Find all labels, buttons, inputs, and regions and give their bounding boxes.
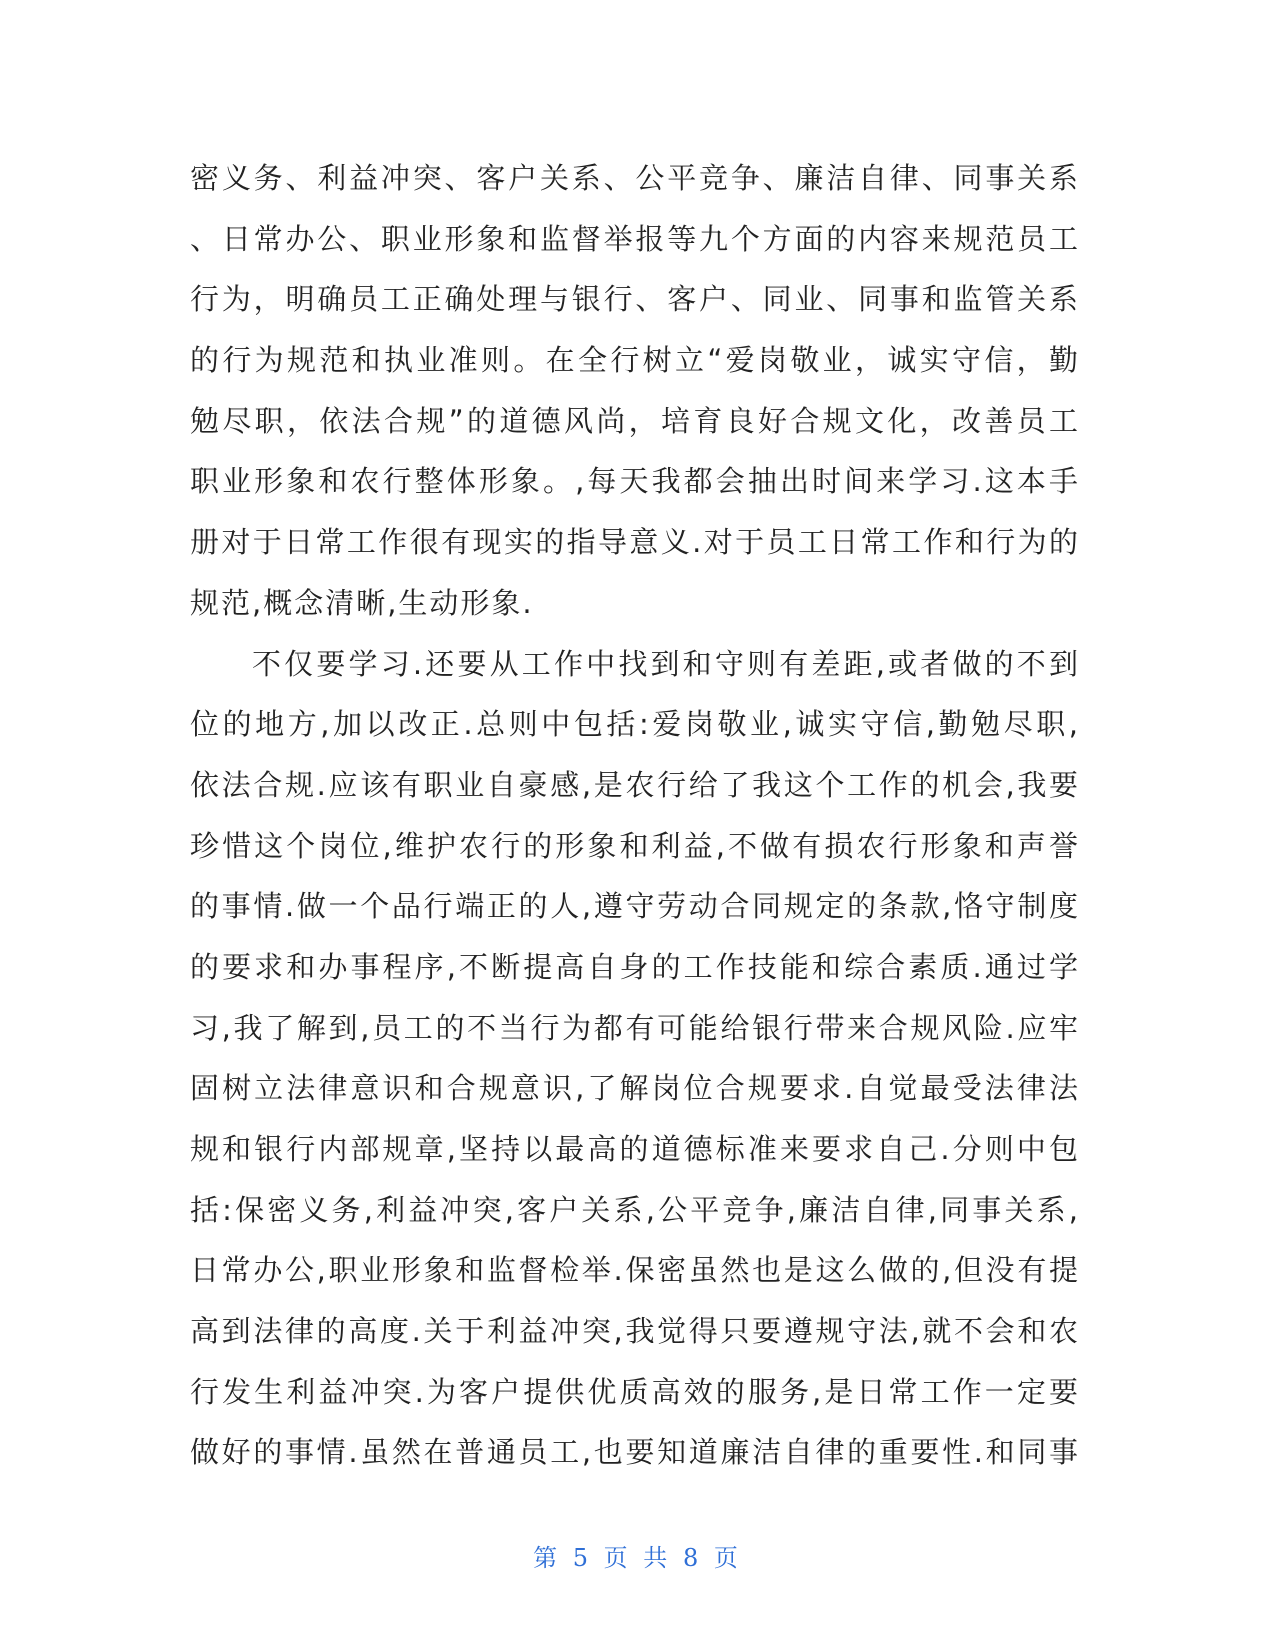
text-line: 规和银行内部规章,坚持以最高的道德标准来要求自己.分则中包 [190,1132,1080,1166]
text-line: 职业形象和农行整体形象。,每天我都会抽出时间来学习.这本手 [190,464,1080,499]
text-line: 的要求和办事程序,不断提高自身的工作技能和综合素质.通过学 [190,949,1080,984]
text-line: 位的地方,加以改正.总则中包括:爱岗敬业,诚实守信,勤勉尽职, [190,707,1080,742]
text-line: 规范,概念清晰,生动形象. [190,585,534,620]
text-line: 依法合规.应该有职业自豪感,是农行给了我这个工作的机会,我要 [190,767,1080,802]
document-body [190,148,1080,1483]
paragraph-2 [190,634,1080,1484]
text-line: 、日常办公、职业形象和监督举报等九个方面的内容来规范员工 [190,221,1080,256]
text-line: 不仅要学习.还要从工作中找到和守则有差距,或者做的不到 [252,646,1080,681]
text-line: 密义务、利益冲突、客户关系、公平竞争、廉洁自律、同事关系 [190,161,1080,195]
text-line: 高到法律的高度.关于利益冲突,我觉得只要遵规守法,就不会和农 [190,1314,1080,1349]
paragraph-1 [190,148,1080,634]
text-line: 做好的事情.虽然在普通员工,也要知道廉洁自律的重要性.和同事 [190,1435,1080,1470]
page-number-footer: 第 5 页 共 8 页 [533,1544,742,1572]
text-line: 的事情.做一个品行端正的人,遵守劳动合同规定的条款,恪守制度 [190,889,1080,924]
text-line: 勉尽职，依法合规”的道德风尚，培育良好合规文化，改善员工 [190,403,1080,438]
text-line: 的行为规范和执业准则。在全行树立“爱岗敬业，诚实守信，勤 [190,343,1080,378]
text-line: 固树立法律意识和合规意识,了解岗位合规要求.自觉最受法律法 [190,1071,1080,1106]
text-line: 珍惜这个岗位,维护农行的形象和利益,不做有损农行形象和声誉 [190,828,1080,863]
text-line: 行为，明确员工正确处理与银行、客户、同业、同事和监管关系 [190,282,1080,317]
text-line: 括:保密义务,利益冲突,客户关系,公平竞争,廉洁自律,同事关系, [190,1192,1080,1227]
text-line: 册对于日常工作很有现实的指导意义.对于员工日常工作和行为的 [190,525,1080,560]
text-line: 日常办公,职业形象和监督检举.保密虽然也是这么做的,但没有提 [190,1253,1080,1288]
text-line: 行发生利益冲突.为客户提供优质高效的服务,是日常工作一定要 [190,1374,1080,1409]
text-line: 习,我了解到,员工的不当行为都有可能给银行带来合规风险.应牢 [190,1010,1080,1045]
